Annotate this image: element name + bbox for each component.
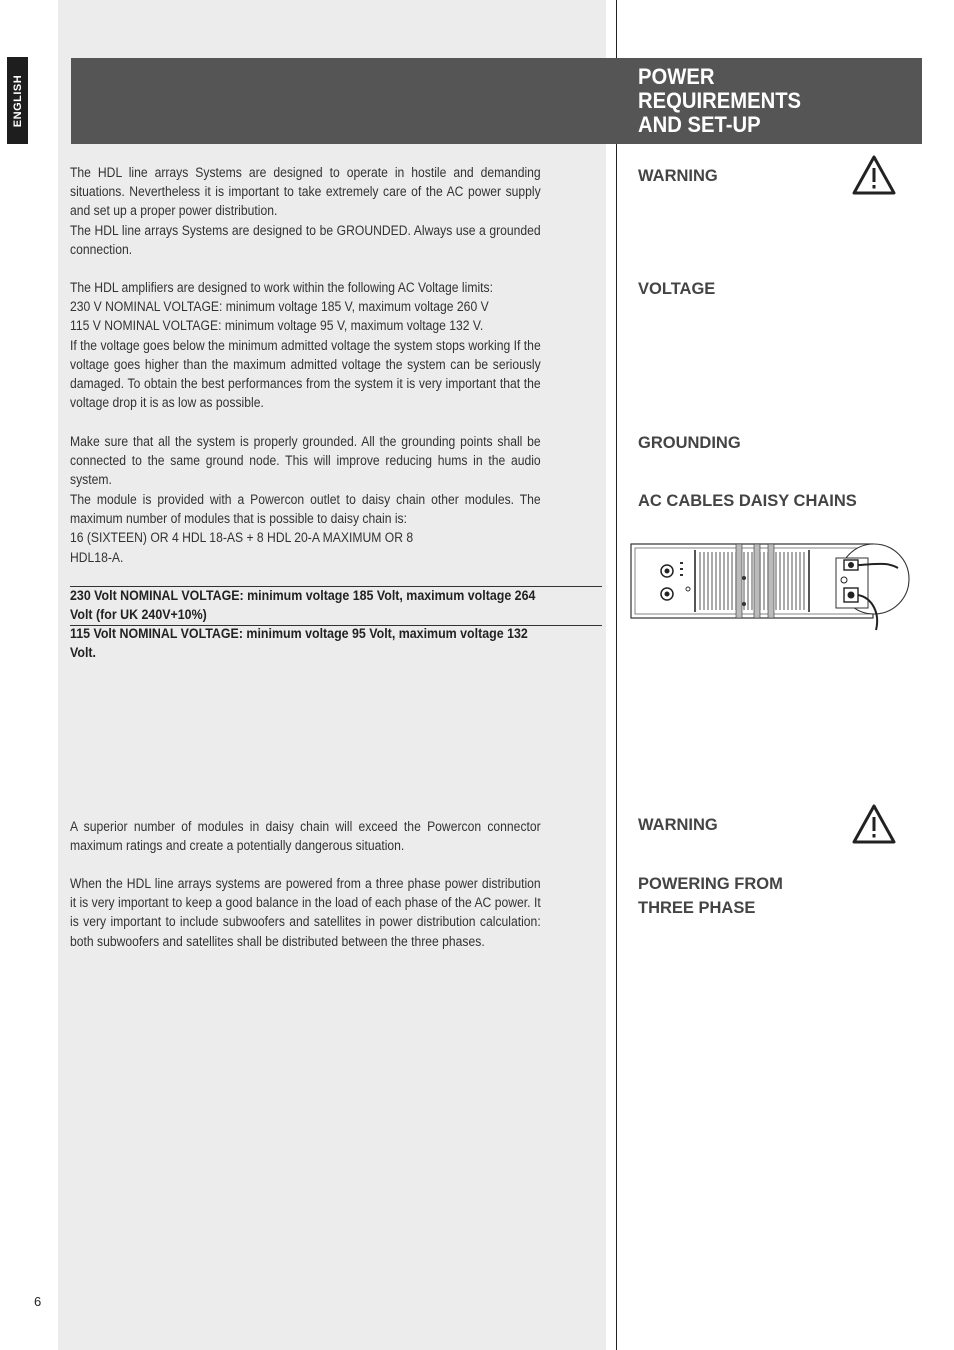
daisy-chain-text: The module is provided with a Powercon outlet to daisy chain other modules. The maximum number of modules that is possible to daisy chain is: xyxy=(70,492,541,527)
grounding-paragraph xyxy=(70,432,541,490)
page-title-line-3: AND SET-UP xyxy=(638,112,761,137)
language-tab xyxy=(7,57,28,144)
intro-paragraph xyxy=(70,163,541,259)
voltage-warning-text: If the voltage goes below the minimum admitted voltage the system stops working If the voltage goes higher than the maximum admitted voltage the system can be seriously damaged. To obtain the best performances from the system it is very important that the voltage drop it is as low as possible. xyxy=(70,337,541,411)
grounding-text: Make sure that all the system is properly grounded. All the grounding points shall be connected to the same ground node. This will improve reducing hums in the audio system. xyxy=(70,434,541,488)
bold-voltage-115: 115 Volt NOMINAL VOLTAGE: minimum voltage 95 Volt, maximum voltage 132 Volt. xyxy=(70,626,528,660)
page-title-line-2: REQUIREMENTS xyxy=(638,88,802,113)
page-title-line-1: POWER xyxy=(638,64,715,89)
heading-three-phase xyxy=(638,872,898,920)
bold-voltage-230: 230 Volt NOMINAL VOLTAGE: minimum voltage 185 Volt, maximum voltage 264 Volt (for UK 240V+10%) xyxy=(70,588,536,622)
page-title xyxy=(638,65,896,137)
three-phase-paragraph xyxy=(70,874,541,951)
daisy-chain-paragraph xyxy=(70,490,541,567)
daisy-chain-count: 16 (SIXTEEN) OR 4 HDL 18-AS + 8 HDL 20-A MAXIMUM OR 8 xyxy=(70,530,414,546)
heading-three-phase-line-2: THREE PHASE xyxy=(638,899,756,917)
voltage-limits-intro: The HDL amplifiers are designed to work within the following AC Voltage limits: xyxy=(70,280,493,295)
three-phase-text: When the HDL line arrays systems are powered from a three phase power distribution it is very important to keep a good balance in the load of each phase of the AC power. It is very important to include subwoofers and satellites in power distribution calculation: both subwoofers and satellites shall be distributed between the three phases. xyxy=(70,876,541,949)
heading-warning: WARNING xyxy=(638,816,718,834)
grounded-text: The HDL line arrays Systems are designed to be GROUNDED. Always use a grounded connection. xyxy=(70,222,541,257)
voltage-230-limits: 230 V NOMINAL VOLTAGE: minimum voltage 185 V, maximum voltage 260 V xyxy=(70,299,489,315)
heading-ac-cables: AC CABLES DAISY CHAINS xyxy=(638,492,857,510)
intro-text: The HDL line arrays Systems are designed to operate in hostile and demanding situations. Nevertheless it is important to take extremely care of the AC power supply and set up a proper power distribution. xyxy=(70,165,541,219)
page-number: 6 xyxy=(34,1294,42,1309)
warning-triangle-icon xyxy=(852,155,896,195)
heading-voltage: VOLTAGE xyxy=(638,280,716,298)
warning-paragraph xyxy=(70,817,541,855)
voltage-115-limits: 115 V NOMINAL VOLTAGE: minimum voltage 95 V, maximum voltage 132 V. xyxy=(70,318,484,334)
daisy-chain-model: HDL18-A. xyxy=(70,549,124,565)
amplifier-panel-illustration xyxy=(628,526,912,636)
warning-text: A superior number of modules in daisy chain will exceed the Powercon connector maximum ratings and create a potentially dangerous situation. xyxy=(70,819,541,854)
heading-warning: WARNING xyxy=(638,167,718,185)
voltage-paragraph xyxy=(70,278,541,412)
heading-three-phase-line-1: POWERING FROM xyxy=(638,875,783,893)
heading-grounding: GROUNDING xyxy=(638,434,741,452)
column-divider xyxy=(616,0,617,1350)
language-tab-label: ENGLISH xyxy=(11,74,24,127)
warning-triangle-icon xyxy=(852,804,896,844)
